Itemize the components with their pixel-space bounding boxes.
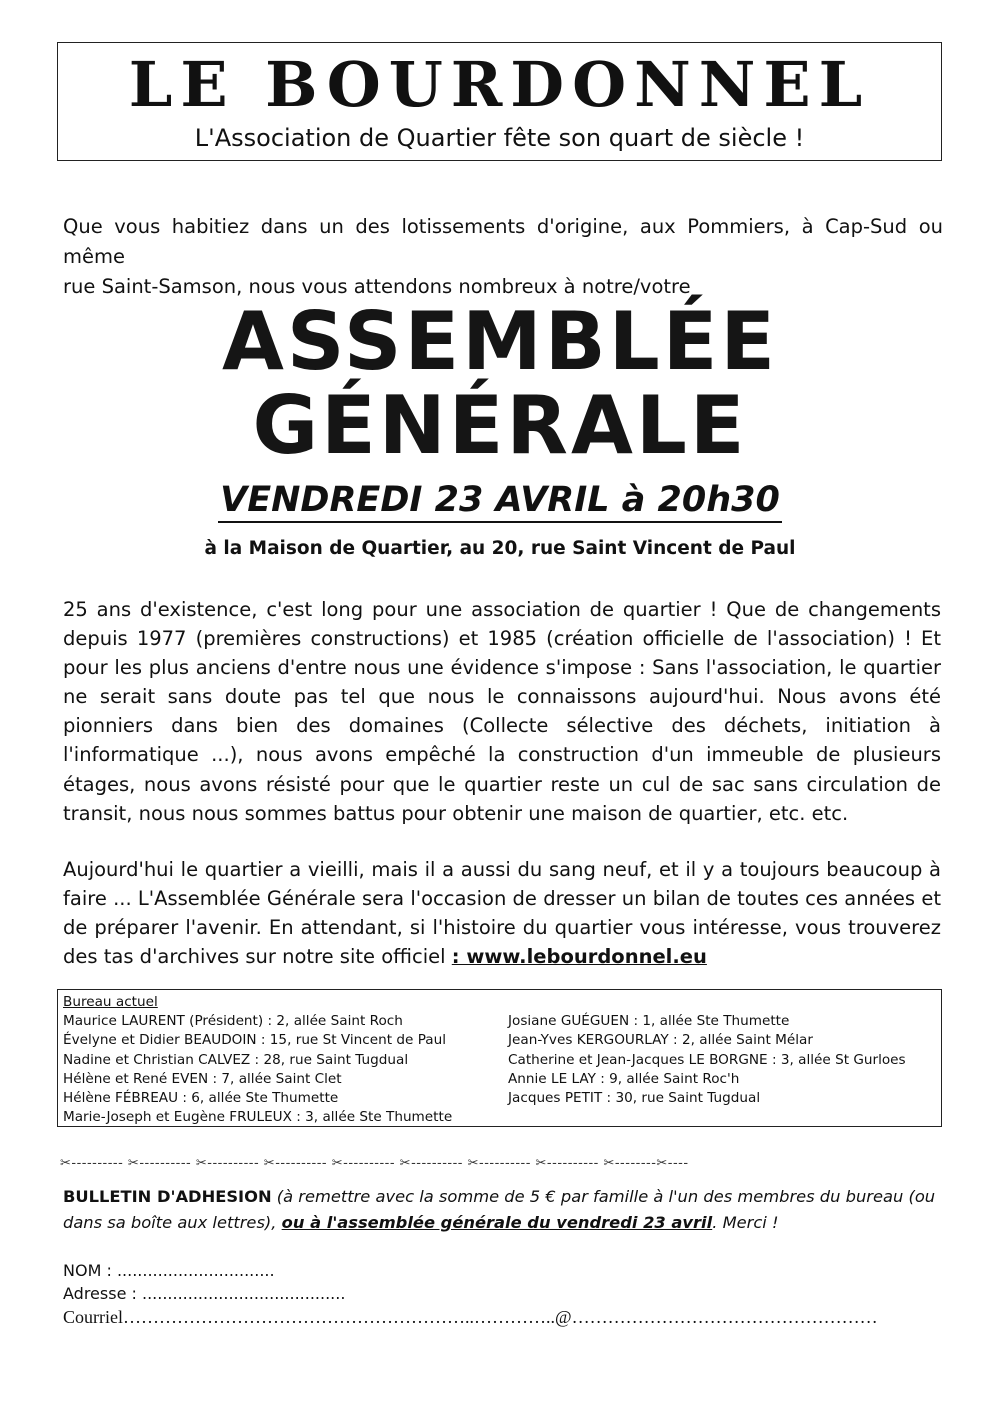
paragraph-future bbox=[63, 855, 941, 971]
bulletin-text: (à remettre avec la somme de 5 € par famille à l'un des membres du bureau (ou dans sa boîte aux lettres), bbox=[63, 1187, 936, 1232]
event-date bbox=[0, 478, 1000, 522]
event-date-text: VENDREDI 23 AVRIL à 20h30 bbox=[218, 480, 782, 523]
bureau-member: Josiane GUÉGUEN : 1, allée Ste Thumette bbox=[508, 1013, 790, 1029]
assembly-title-line-2: GÉNÉRALE bbox=[252, 379, 748, 472]
header-box bbox=[57, 42, 942, 161]
nom-label: NOM : bbox=[63, 1261, 112, 1280]
nom-dots: ............................... bbox=[116, 1261, 275, 1280]
bureau-members-right bbox=[508, 1012, 938, 1108]
bureau-member: Annie LE LAY : 9, allée Saint Roc'h bbox=[508, 1070, 740, 1087]
nom-field[interactable] bbox=[63, 1260, 275, 1282]
bureau-member: Hélène et René EVEN : 7, allée Saint Clet bbox=[63, 1070, 342, 1087]
bureau-member: Évelyne et Didier BEAUDOIN : 15, rue St Vincent de Paul bbox=[63, 1032, 447, 1049]
bureau-member: Hélène FÉBREAU : 6, allée Ste Thumette bbox=[63, 1090, 339, 1107]
bulletin-end: . Merci ! bbox=[712, 1213, 779, 1232]
bureau-label: Bureau actuel bbox=[63, 994, 158, 1010]
header-subtitle: L'Association de Quartier fête son quart de siècle ! bbox=[194, 124, 805, 152]
bulletin-emphasis: ou à l'assemblée générale du vendredi 23 avril bbox=[281, 1213, 713, 1232]
bureau-member: Jean-Yves KERGOURLAY : 2, allée Saint Mélar bbox=[508, 1032, 813, 1049]
bureau-member: Nadine et Christian CALVEZ : 28, rue Saint Tugdual bbox=[63, 1051, 409, 1068]
assembly-title bbox=[0, 295, 1000, 472]
adresse-dots: ........................................ bbox=[141, 1284, 346, 1303]
bureau-member: Maurice LAURENT (Président) : 2, allée Saint Roch bbox=[63, 1013, 403, 1029]
scissors-cut-line: ✂---------- ✂---------- ✂---------- ✂---------- ✂---------- ✂---------- ✂---------- ✂---------- ✂--------✂---- bbox=[60, 1156, 689, 1171]
paragraph-future-text: Aujourd'hui le quartier a vieilli, mais il a aussi du sang neuf, et il y a toujours beaucoup à faire ... L'Assemblée Générale sera l'occasion de dresser un bilan de toutes ces années et de préparer l'avenir. En attendant, si l'histoire du quartier vous intéresse, vous trouverez des tas d'archives sur notre site officiel bbox=[63, 858, 941, 969]
courriel-label: Courriel bbox=[63, 1307, 123, 1327]
membership-bulletin bbox=[63, 1184, 943, 1236]
bureau-member: Catherine et Jean-Jacques LE BORGNE : 3, allée St Gurloes bbox=[508, 1051, 906, 1068]
intro-line-2: rue Saint-Samson, nous vous attendons nombreux à notre/votre bbox=[63, 275, 691, 298]
paragraph-history: 25 ans d'existence, c'est long pour une association de quartier ! Que de changements depuis 1977 (premières constructions) et 1985 (création officielle de l'association) ! Et pour les plus anciens d'entre nous une évidence s'impose : Sans l'association, le quartier ne serait sans doute pas tel que nous le connaissons aujourd'hui. Nous avons été pionniers dans bien des domaines (Collecte sélective des déchets, initiation à l'informatique ...), nous avons empêché la construction d'un immeuble de plusieurs étages, nous avons résisté pour que le quartier reste un cul de sac sans circulation de transit, nous nous sommes battus pour obtenir une maison de quartier, etc. etc. bbox=[63, 598, 941, 825]
event-venue: à la Maison de Quartier, au 20, rue Saint Vincent de Paul bbox=[204, 538, 796, 559]
courriel-dots: …………………………………………………..…………..@…………………………………………… bbox=[123, 1307, 878, 1327]
adresse-field[interactable] bbox=[63, 1283, 345, 1305]
bureau-member: Jacques PETIT : 30, rue Saint Tugdual bbox=[508, 1090, 761, 1107]
bureau-member: Marie-Joseph et Eugène FRULEUX : 3, allée Ste Thumette bbox=[63, 1109, 453, 1126]
bureau-members-left bbox=[63, 1012, 503, 1128]
assembly-title-line-1: ASSEMBLÉE bbox=[221, 295, 779, 388]
courriel-field[interactable] bbox=[63, 1306, 878, 1328]
intro-text bbox=[63, 212, 943, 302]
adresse-label: Adresse : bbox=[63, 1284, 137, 1303]
intro-line-1: Que vous habitiez dans un des lotissements d'origine, aux Pommiers, à Cap-Sud ou même bbox=[63, 215, 943, 268]
association-logo-title: LE BOURDONNEL bbox=[128, 48, 871, 121]
website-link[interactable]: : www.lebourdonnel.eu bbox=[451, 945, 707, 969]
bureau-box bbox=[57, 989, 942, 1127]
bulletin-heading: BULLETIN D'ADHESION bbox=[63, 1187, 272, 1206]
